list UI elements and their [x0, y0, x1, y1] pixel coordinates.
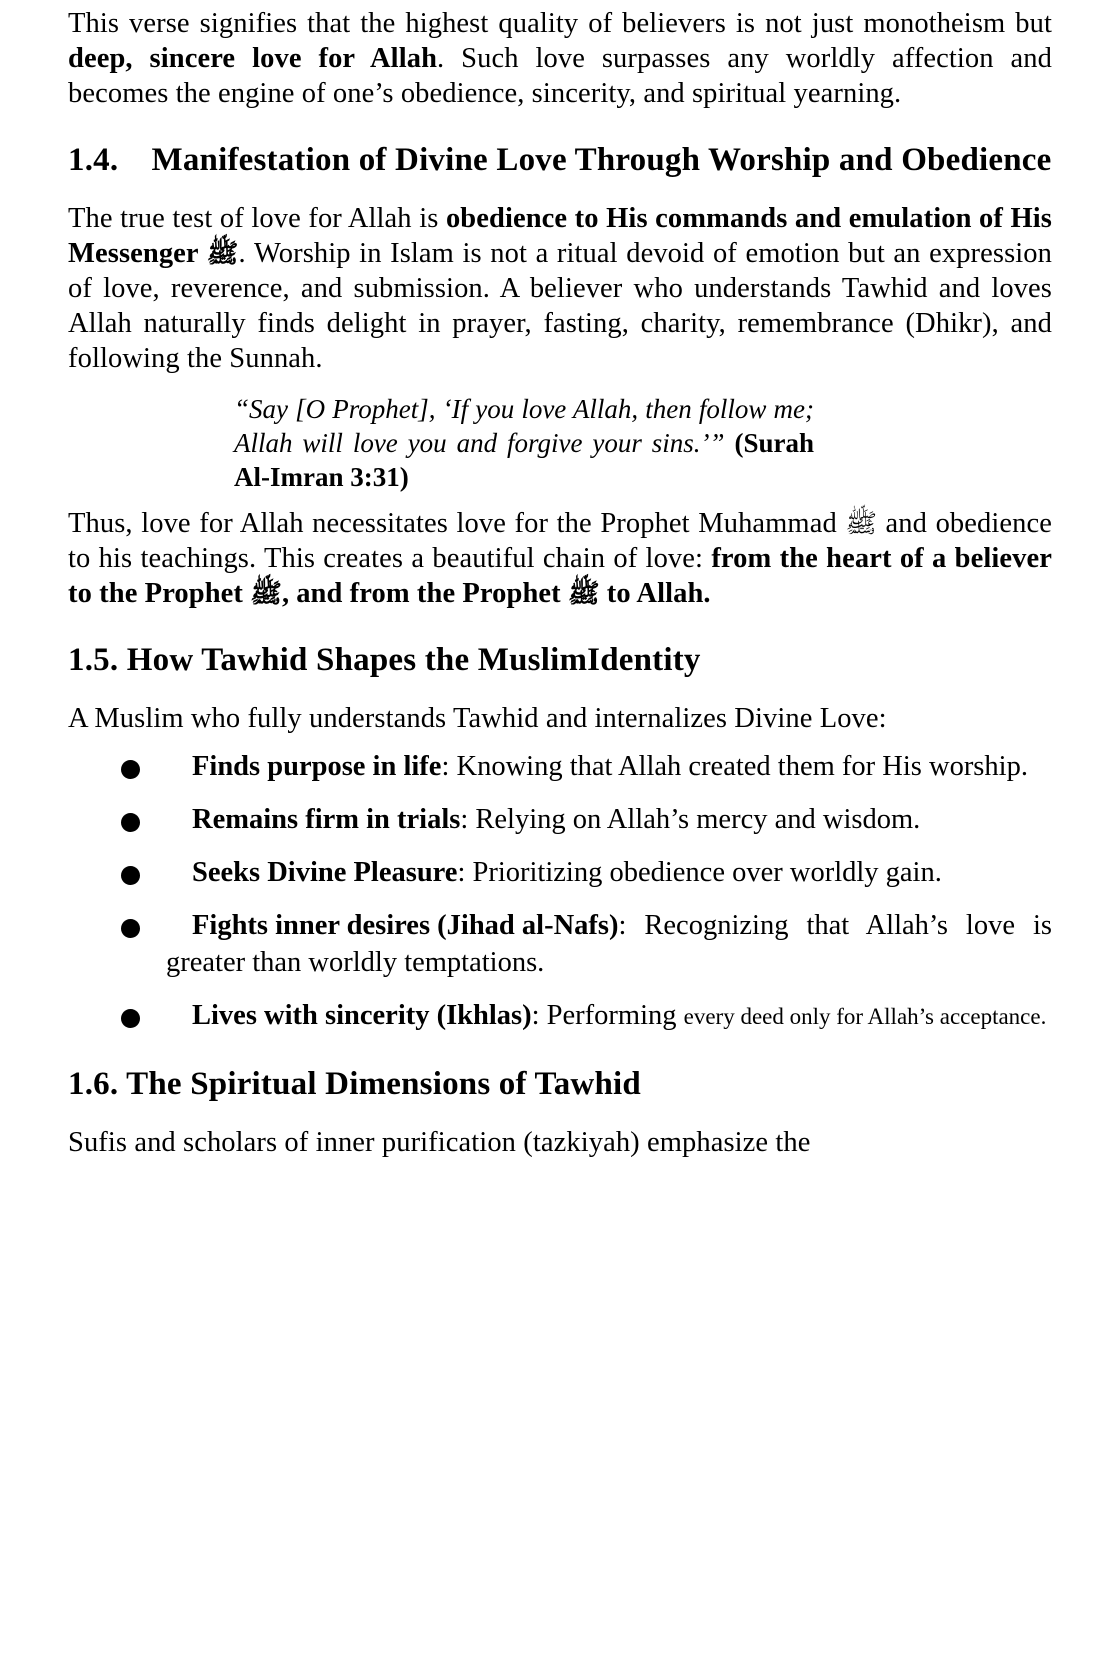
- list-item: [68, 854, 1052, 891]
- intro-paragraph: [68, 6, 1052, 111]
- bullet-dot-icon: [121, 866, 140, 885]
- list-item-rest: : Performing: [531, 1000, 684, 1031]
- list-item-lead: Seeks Divine Pleasure: [192, 857, 458, 888]
- list-item-lead: Lives with sincerity (Ikhlas): [192, 1000, 532, 1031]
- bullet-dot-icon: [121, 919, 140, 938]
- list-item-lead: Fights inner desires (Jihad al-Nafs): [192, 910, 619, 941]
- honorific-sallallahu-icon: ﷺ: [250, 579, 282, 609]
- tawhid-identity-list: [68, 748, 1052, 1035]
- list-item-rest: : Relying on Allah’s mercy and wisdom.: [460, 804, 921, 835]
- list-item-rest: : Prioritizing obedience over worldly gain.: [457, 857, 942, 888]
- list-item-lead: Finds purpose in life: [192, 751, 442, 782]
- closing-bold-2: , and from the Prophet: [281, 578, 568, 609]
- list-item: [68, 997, 1052, 1035]
- honorific-sallallahu-icon: ﷺ: [206, 239, 239, 269]
- honorific-sallallahu-icon: ﷺ: [845, 509, 878, 539]
- quran-quote-block: [68, 392, 1052, 494]
- heading-section-1-6: 1.6. The Spiritual Dimensions of Tawhid: [68, 1066, 641, 1102]
- bullet-dot-icon: [121, 813, 140, 832]
- quote-citation: (Surah Al-Imran 3:31): [234, 428, 814, 492]
- body-part-2: . Worship in Islam is not a ritual devoid of emotion but an expression of love, reverence, and submission. A believer who understands Tawhid and loves Allah naturally finds delight in prayer, fasting, charity, remembrance (Dhikr), and following the Sunnah.: [68, 238, 1052, 374]
- bullet-dot-icon: [121, 760, 140, 779]
- intro-text-after: . Such love surpasses any worldly affection and becomes the engine of one’s obedience, sincerity, and spiritual yearning.: [68, 43, 1052, 109]
- heading-section-1-4: 1.4. Manifestation of Divine Love Through Worship and Obedience: [68, 142, 1052, 178]
- intro-text-before: This verse signifies that the highest quality of believers is not just monotheism but: [68, 8, 1052, 39]
- list-item: [68, 801, 1052, 838]
- list-item-rest: : Knowing that Allah created them for His worship.: [441, 751, 1028, 782]
- list-item-rest: : Recognizing that Allah’s love is greater than worldly temptations.: [166, 910, 1052, 978]
- list-item: [68, 907, 1052, 981]
- body-part-1: The true test of love for Allah is: [68, 203, 446, 234]
- section-1-4-body-paragraph: [68, 201, 1052, 376]
- section-1-5-intro: A Muslim who fully understands Tawhid and internalizes Divine Love:: [68, 703, 887, 734]
- bullet-dot-icon: [121, 1009, 140, 1028]
- honorific-sallallahu-icon: ﷺ: [567, 579, 600, 609]
- quote-text: “Say [O Prophet], ‘If you love Allah, then follow me; Allah will love you and forgive your sins.’”: [234, 394, 814, 458]
- closing-bold-3: to Allah.: [599, 578, 711, 609]
- heading-section-1-5: 1.5. How Tawhid Shapes the MuslimIdentity: [68, 642, 701, 678]
- intro-bold-phrase: deep, sincere love for Allah: [68, 43, 438, 74]
- section-1-4-closing-paragraph: [68, 506, 1052, 611]
- list-item-lead: Remains firm in trials: [192, 804, 461, 835]
- section-1-6-body-paragraph: Sufis and scholars of inner purification (tazkiyah) emphasize the: [68, 1127, 811, 1158]
- closing-bold-1: from the heart of a believer to the Prophet: [68, 543, 1053, 609]
- closing-part-1: Thus, love for Allah necessitates love for the Prophet Muhammad: [68, 508, 846, 539]
- closing-part-2: and obedience to his teachings. This creates a beautiful chain of love:: [68, 508, 1053, 574]
- list-item-rest-small: every deed only for Allah’s acceptance.: [683, 1004, 1047, 1029]
- list-item: [68, 748, 1052, 785]
- body-bold-1: obedience to His commands and emulation of His Messenger: [68, 203, 1052, 269]
